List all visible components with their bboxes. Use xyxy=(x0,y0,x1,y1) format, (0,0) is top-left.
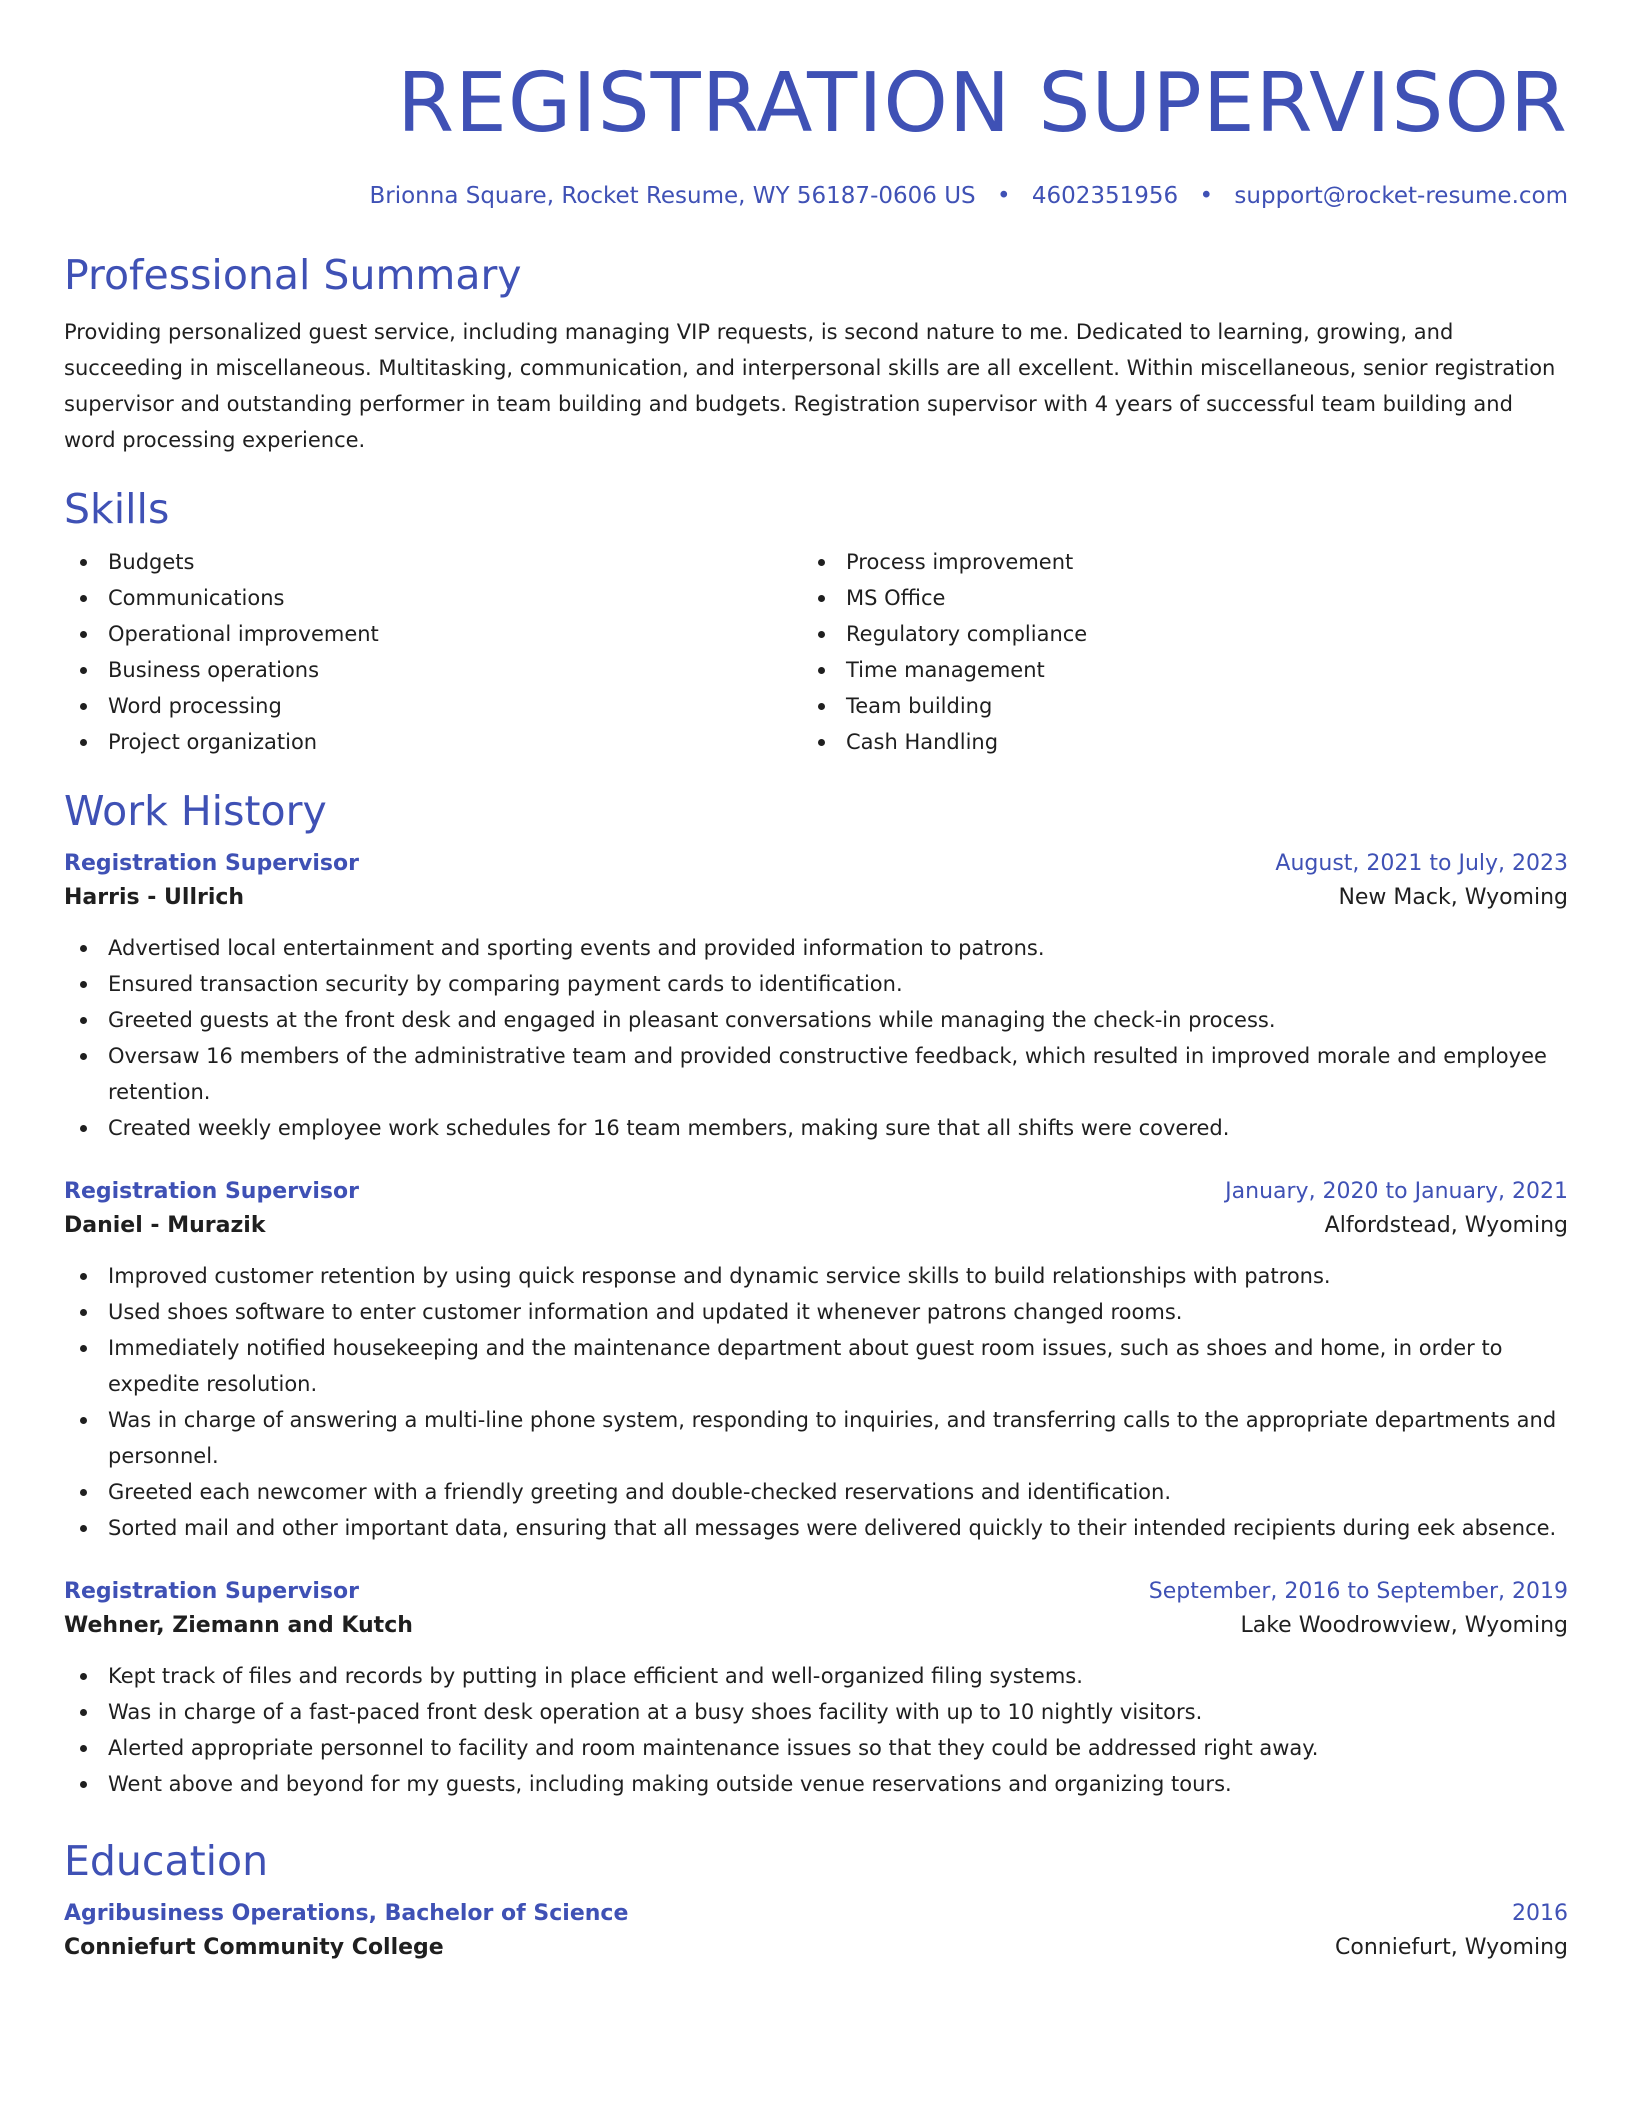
job-dates: January, 2020 to January, 2021 xyxy=(1225,1179,1568,1204)
skill-item: Communications xyxy=(64,580,802,616)
job-role: Registration Supervisor xyxy=(64,1179,359,1204)
job-company-row xyxy=(64,1208,1568,1244)
phone-text: 4602351956 xyxy=(1031,183,1179,209)
job-bullet: Advertised local entertainment and sporting events and provided information to patrons. xyxy=(64,930,1568,966)
job-company: Daniel - Murazik xyxy=(64,1213,266,1238)
job-location: New Mack, Wyoming xyxy=(1338,885,1568,910)
job-header-row xyxy=(64,1176,1568,1208)
job-bullet: Was in charge of a fast-paced front desk operation at a busy shoes facility with up to 10 nightly visitors. xyxy=(64,1694,1568,1730)
job-bullet: Used shoes software to enter customer information and updated it whenever patrons changed rooms. xyxy=(64,1294,1568,1330)
job-dates: August, 2021 to July, 2023 xyxy=(1275,851,1568,876)
job-bullet: Ensured transaction security by comparing payment cards to identification. xyxy=(64,966,1568,1002)
job-entry xyxy=(64,1176,1568,1546)
separator-dot: • xyxy=(996,183,1011,209)
job-entry xyxy=(64,1576,1568,1802)
job-role: Registration Supervisor xyxy=(64,1579,359,1604)
job-bullet: Created weekly employee work schedules for 16 team members, making sure that all shifts were covered. xyxy=(64,1110,1568,1146)
job-bullet: Kept track of files and records by putting in place efficient and well-organized filing systems. xyxy=(64,1658,1568,1694)
skill-item: Process improvement xyxy=(802,544,1540,580)
job-role: Registration Supervisor xyxy=(64,851,359,876)
education-heading: Education xyxy=(64,1837,269,1885)
job-location: Alfordstead, Wyoming xyxy=(1324,1213,1568,1238)
skill-item: Time management xyxy=(802,652,1540,688)
skills-column-left xyxy=(64,544,802,760)
job-dates: September, 2016 to September, 2019 xyxy=(1148,1579,1568,1604)
resume-header xyxy=(64,56,1568,212)
candidate-title: REGISTRATION SUPERVISOR xyxy=(397,56,1568,151)
summary-text: Providing personalized guest service, including managing VIP requests, is second nature to me. Dedicated to learning, growing, and succeeding in miscellaneous. Multitasking, communication, and interpersonal skills are all excellent. Within miscellaneous, senior registration supervisor and outstanding performer in team building and budgets. Registration supervisor with 4 years of successful team building and word processing experience. xyxy=(64,320,1556,452)
job-bullet: Greeted guests at the front desk and engaged in pleasant conversations while managing the check-in process. xyxy=(64,1002,1568,1038)
job-bullet: Oversaw 16 members of the administrative team and provided constructive feedback, which resulted in improved morale and employee retention. xyxy=(64,1038,1568,1110)
job-bullets xyxy=(64,1258,1568,1546)
skill-item: Budgets xyxy=(64,544,802,580)
contact-line xyxy=(64,180,1568,212)
job-bullet: Was in charge of answering a multi-line phone system, responding to inquiries, and transferring calls to the appropriate departments and personnel. xyxy=(64,1402,1568,1474)
job-header-row xyxy=(64,1576,1568,1608)
work-history-heading: Work History xyxy=(64,787,327,835)
separator-dot: • xyxy=(1199,183,1214,209)
job-bullets xyxy=(64,1658,1568,1802)
job-bullet: Greeted each newcomer with a friendly greeting and double-checked reservations and identification. xyxy=(64,1474,1568,1510)
skill-item: Business operations xyxy=(64,652,802,688)
education-school: Conniefurt Community College xyxy=(64,1935,444,1960)
address-text: Brionna Square, Rocket Resume, WY 56187-0606 US xyxy=(369,183,976,209)
education-degree: Agribusiness Operations, Bachelor of Science xyxy=(64,1901,629,1926)
summary-heading: Professional Summary xyxy=(64,251,522,299)
job-bullet: Sorted mail and other important data, ensuring that all messages were delivered quickly to their intended recipients during eek absence. xyxy=(64,1510,1568,1546)
job-company-row xyxy=(64,1608,1568,1644)
skill-item: Team building xyxy=(802,688,1540,724)
education-header-row xyxy=(64,1898,1568,1930)
education-entry xyxy=(64,1898,1568,1966)
skill-item: MS Office xyxy=(802,580,1540,616)
skill-item: Regulatory compliance xyxy=(802,616,1540,652)
job-company: Harris - Ullrich xyxy=(64,885,245,910)
job-bullet: Alerted appropriate personnel to facility and room maintenance issues so that they could be addressed right away. xyxy=(64,1730,1568,1766)
skills-list xyxy=(64,544,1568,760)
education-location: Conniefurt, Wyoming xyxy=(1335,1935,1568,1960)
education-school-row xyxy=(64,1930,1568,1966)
skill-item: Cash Handling xyxy=(802,724,1540,760)
job-bullets xyxy=(64,930,1568,1146)
skills-heading: Skills xyxy=(64,485,170,533)
job-bullet: Immediately notified housekeeping and the maintenance department about guest room issues, such as shoes and home, in order to expedite resolution. xyxy=(64,1330,1568,1402)
skill-item: Word processing xyxy=(64,688,802,724)
job-company: Wehner, Ziemann and Kutch xyxy=(64,1613,413,1638)
skill-item: Project organization xyxy=(64,724,802,760)
job-entry xyxy=(64,848,1568,1146)
education-year: 2016 xyxy=(1512,1901,1568,1926)
skills-column-right xyxy=(802,544,1540,760)
job-location: Lake Woodrowview, Wyoming xyxy=(1240,1613,1568,1638)
job-company-row xyxy=(64,880,1568,916)
skill-item: Operational improvement xyxy=(64,616,802,652)
job-header-row xyxy=(64,848,1568,880)
email-text: support@rocket-resume.com xyxy=(1234,183,1568,209)
job-bullet: Improved customer retention by using quick response and dynamic service skills to build relationships with patrons. xyxy=(64,1258,1568,1294)
job-bullet: Went above and beyond for my guests, including making outside venue reservations and organizing tours. xyxy=(64,1766,1568,1802)
